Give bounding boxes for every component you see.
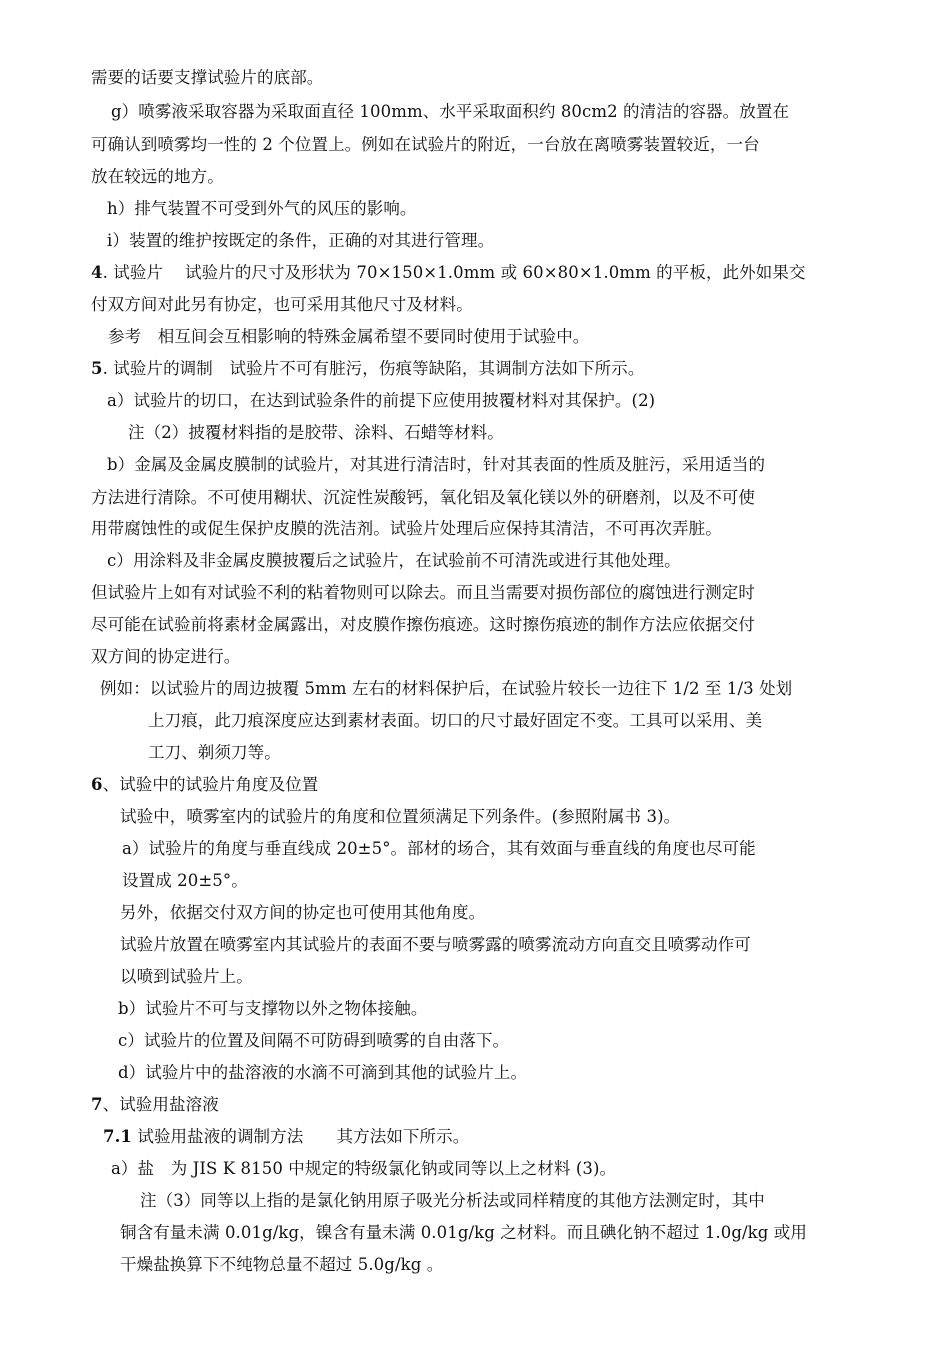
section-7-heading bbox=[91, 1095, 219, 1115]
text-line: 以喷到试验片上。 bbox=[120, 967, 253, 986]
subsection-7-1-heading bbox=[103, 1127, 469, 1147]
text-line: 试验中，喷雾室内的试验片的角度和位置须满足下列条件。(参照附属书 3)。 bbox=[120, 807, 681, 826]
example-line: 例如：以试验片的周边披覆 5mm 左右的材料保护后，在试验片较长一边往下 1/2 至 1/3 处划 bbox=[100, 679, 793, 698]
section-text: 、试验用盐溶液 bbox=[102, 1095, 219, 1114]
section-text: . 试验片 试验片的尺寸及形状为 70×150×1.0mm 或 60×80×1.0mm 的平板，此外如果交 bbox=[102, 263, 806, 282]
list-item-i: i）装置的维护按既定的条件，正确的对其进行管理。 bbox=[107, 231, 495, 250]
section-number: 7 bbox=[91, 1095, 103, 1114]
reference-note: 参考 相互间会互相影响的特殊金属希望不要同时使用于试验中。 bbox=[108, 327, 590, 346]
section-number: 5 bbox=[91, 359, 103, 378]
example-line: 上刀痕，此刀痕深度应达到素材表面。切口的尺寸最好固定不变。工具可以采用、美 bbox=[148, 711, 763, 730]
text-line: 需要的话要支撑试验片的底部。 bbox=[91, 68, 324, 87]
text-line: 方法进行清除。不可使用糊状、沉淀性炭酸钙，氧化铝及氧化镁以外的研磨剂，以及不可使 bbox=[91, 488, 755, 507]
text-line: 另外，依据交付双方间的协定也可使用其他角度。 bbox=[120, 903, 486, 922]
section-4-heading bbox=[91, 263, 806, 283]
text-line: 但试验片上如有对试验不利的粘着物则可以除去。而且当需要对损伤部位的腐蚀进行测定时 bbox=[91, 583, 755, 602]
text-line: 干燥盐换算下不纯物总量不超过 5.0g/kg 。 bbox=[120, 1255, 444, 1274]
text-line: 放在较远的地方。 bbox=[91, 167, 224, 186]
section-number: 7.1 bbox=[103, 1127, 133, 1146]
list-item-b: b）金属及金属皮膜制的试验片，对其进行清洁时，针对其表面的性质及脏污，采用适当的 bbox=[107, 455, 766, 474]
section-text: 、试验中的试验片角度及位置 bbox=[102, 775, 319, 794]
text-line: 用带腐蚀性的或促生保护皮膜的洗洁剂。试验片处理后应保持其清洁，不可再次弄脏。 bbox=[91, 519, 722, 538]
list-item-g: g）喷雾液采取容器为采取面直径 100mm、水平采取面积约 80cm2 的清洁的容器。放置在 bbox=[111, 102, 790, 121]
list-item-a: a）试验片的角度与垂直线成 20±5°。部材的场合，其有效面与垂直线的角度也尽可能 bbox=[122, 839, 756, 858]
section-number: 6 bbox=[91, 775, 103, 794]
footnote-2: 注（2）披覆材料指的是胶带、涂料、石蜡等材料。 bbox=[128, 423, 504, 442]
text-line: 可确认到喷雾均一性的 2 个位置上。例如在试验片的附近，一台放在离喷雾装置较近，一台 bbox=[91, 135, 760, 154]
text-line: 铜含有量未满 0.01g/kg，镍含有量未满 0.01g/kg 之材料。而且碘化钠不超过 1.0g/kg 或用 bbox=[120, 1223, 807, 1242]
list-item-d: d）试验片中的盐溶液的水滴不可滴到其他的试验片上。 bbox=[118, 1063, 528, 1082]
list-item-h: h）排气装置不可受到外气的风压的影响。 bbox=[107, 199, 417, 218]
text-line: 尽可能在试验前将素材金属露出，对皮膜作擦伤痕迹。这时擦伤痕迹的制作方法应依据交付 bbox=[91, 615, 755, 634]
list-item-a: a）试验片的切口，在达到试验条件的前提下应使用披覆材料对其保护。(2) bbox=[107, 391, 656, 410]
list-item-b: b）试验片不可与支撑物以外之物体接触。 bbox=[118, 999, 428, 1018]
section-6-heading bbox=[91, 775, 318, 795]
section-number: 4 bbox=[91, 263, 103, 282]
list-item-a: a）盐 为 JIS K 8150 中规定的特级氯化钠或同等以上之材料 (3)。 bbox=[111, 1159, 617, 1178]
list-item-c: c）用涂料及非金属皮膜披覆后之试验片，在试验前不可清洗或进行其他处理。 bbox=[107, 551, 681, 570]
section-text: 试验用盐液的调制方法 其方法如下所示。 bbox=[132, 1127, 470, 1146]
text-line: 试验片放置在喷雾室内其试验片的表面不要与喷雾露的喷雾流动方向直交且喷雾动作可 bbox=[120, 935, 751, 954]
text-line: 双方间的协定进行。 bbox=[91, 647, 241, 666]
text-line: 付双方间对此另有协定，也可采用其他尺寸及材料。 bbox=[91, 295, 473, 314]
footnote-3: 注（3）同等以上指的是氯化钠用原子吸光分析法或同样精度的其他方法测定时，其中 bbox=[140, 1191, 765, 1210]
example-line: 工刀、剃须刀等。 bbox=[148, 743, 281, 762]
list-item-c: c）试验片的位置及间隔不可防碍到喷雾的自由落下。 bbox=[118, 1031, 510, 1050]
section-text: . 试验片的调制 试验片不可有脏污，伤痕等缺陷，其调制方法如下所示。 bbox=[102, 359, 645, 378]
section-5-heading bbox=[91, 359, 644, 379]
text-line: 设置成 20±5°。 bbox=[122, 871, 248, 890]
